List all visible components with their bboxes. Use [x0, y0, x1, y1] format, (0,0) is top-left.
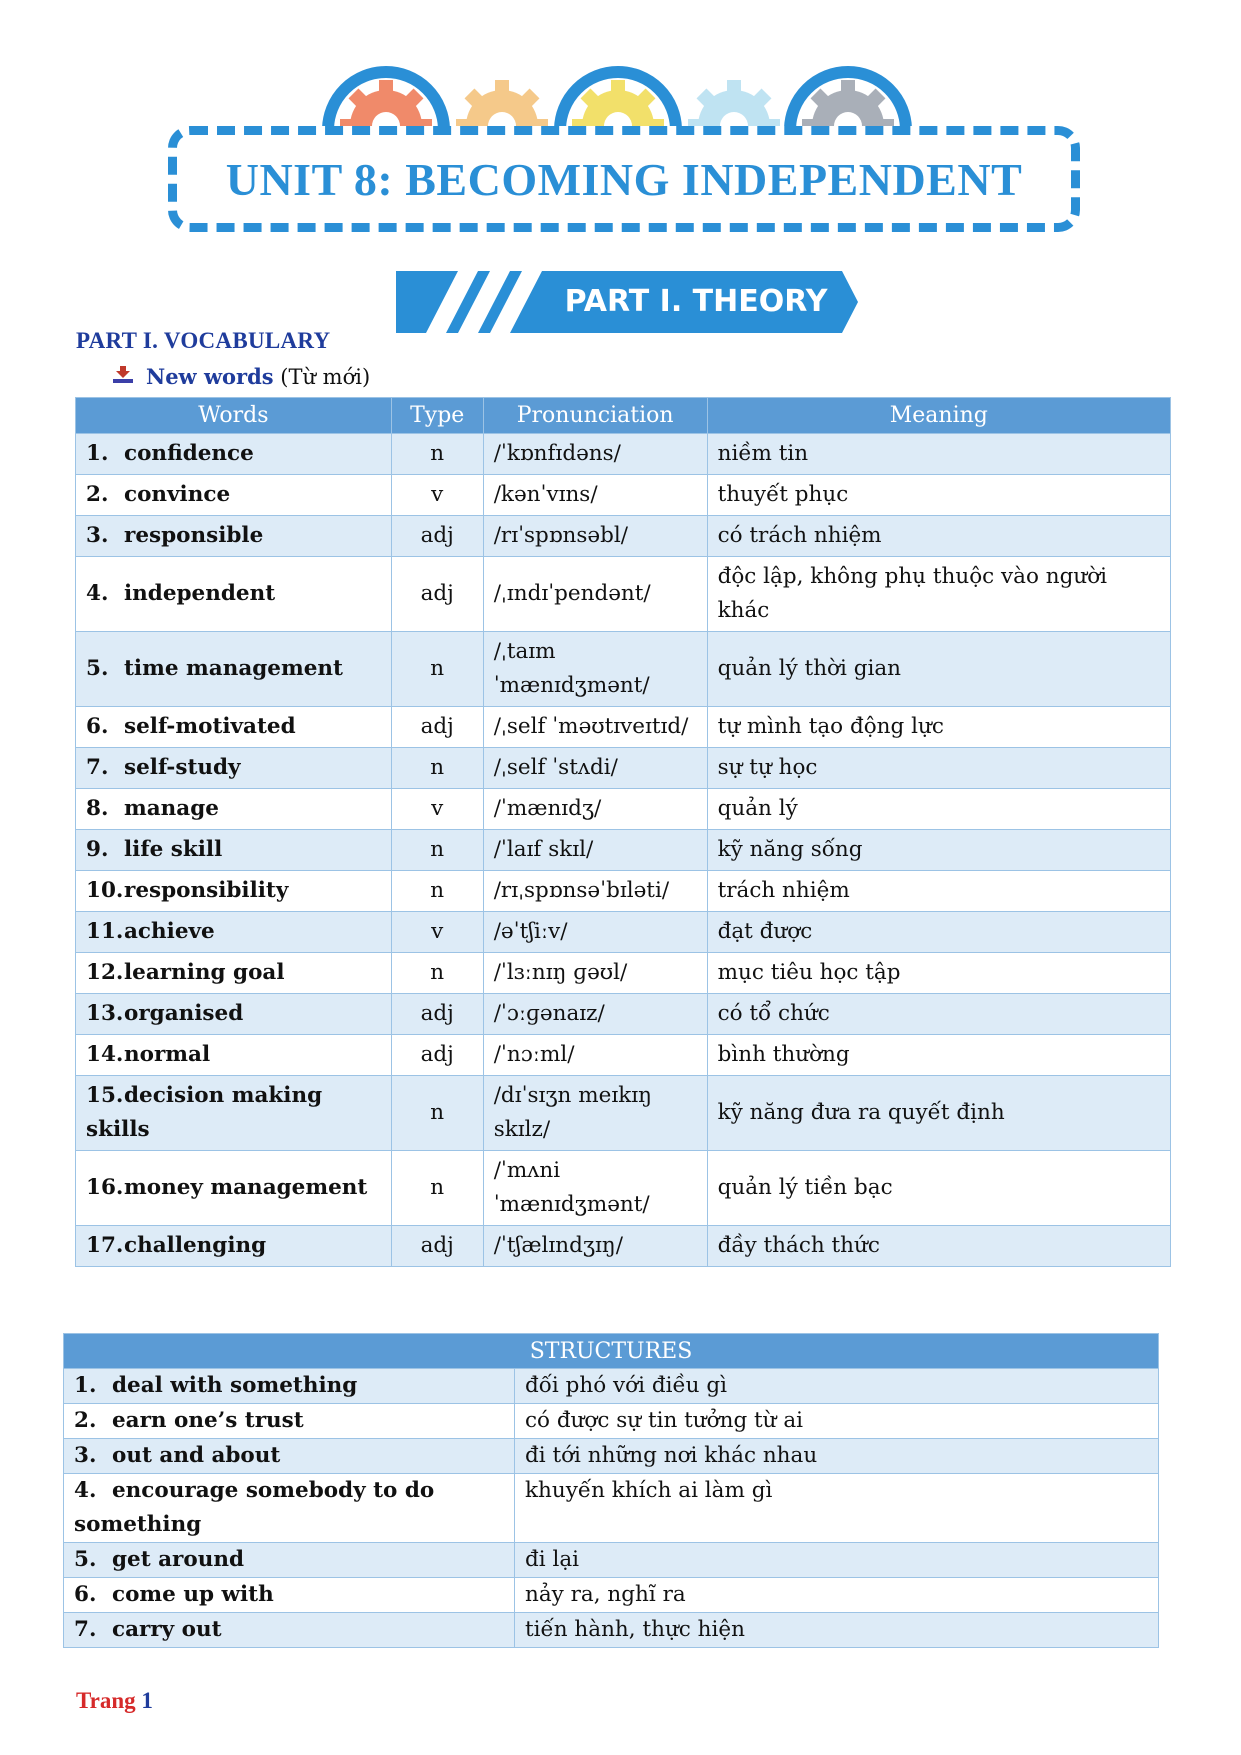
type-cell: v [391, 475, 483, 516]
phrase-meaning-cell: đi lại [515, 1543, 1159, 1578]
meaning-cell: trách nhiệm [707, 871, 1170, 912]
vocabulary-row [76, 1076, 1171, 1151]
word-text: learning goal [124, 960, 285, 985]
header-gears-decoration [0, 0, 1241, 140]
pronunciation-cell: /ˈtʃælɪndʒɪŋ/ [483, 1226, 707, 1267]
vocabulary-row [76, 1226, 1171, 1267]
phrase-meaning-cell: có được sự tin tưởng từ ai [515, 1404, 1159, 1439]
meaning-cell: sự tự học [707, 748, 1170, 789]
row-number: 3. [86, 523, 109, 548]
word-cell [76, 707, 392, 748]
type-cell: adj [391, 1226, 483, 1267]
word-cell [76, 830, 392, 871]
column-header-meaning: Meaning [707, 398, 1170, 434]
structure-row [64, 1578, 1159, 1613]
structure-row [64, 1543, 1159, 1578]
row-number: 1. [74, 1373, 97, 1398]
type-cell: v [391, 912, 483, 953]
meaning-cell: đầy thách thức [707, 1226, 1170, 1267]
pronunciation-cell: /ˈnɔːml/ [483, 1035, 707, 1076]
word-text: self-study [124, 755, 241, 780]
new-words-label: New words [146, 364, 274, 389]
word-cell [76, 871, 392, 912]
word-text: money management [124, 1175, 368, 1200]
row-number: 11. [86, 919, 124, 944]
meaning-cell: bình thường [707, 1035, 1170, 1076]
pronunciation-cell: /ˌɪndɪˈpendənt/ [483, 557, 707, 632]
phrase-cell [64, 1578, 515, 1613]
pronunciation-cell: /əˈtʃiːv/ [483, 912, 707, 953]
page-number: 1 [141, 1688, 153, 1713]
pronunciation-cell: /rɪˈspɒnsəbl/ [483, 516, 707, 557]
theory-banner [396, 271, 858, 333]
meaning-cell: kỹ năng sống [707, 830, 1170, 871]
row-number: 5. [74, 1547, 97, 1572]
word-text: organised [124, 1001, 244, 1026]
type-cell: n [391, 434, 483, 475]
vocabulary-row [76, 1151, 1171, 1226]
vocabulary-row [76, 557, 1171, 632]
meaning-cell: niềm tin [707, 434, 1170, 475]
row-number: 2. [74, 1408, 97, 1433]
phrase-meaning-cell: đi tới những nơi khác nhau [515, 1439, 1159, 1474]
row-number: 16. [86, 1175, 124, 1200]
word-text: manage [124, 796, 219, 821]
word-cell [76, 1076, 392, 1151]
vocabulary-row [76, 707, 1171, 748]
meaning-cell: độc lập, không phụ thuộc vào người khác [707, 557, 1170, 632]
meaning-cell: đạt được [707, 912, 1170, 953]
phrase-meaning-cell: đối phó với điều gì [515, 1369, 1159, 1404]
phrase-meaning-cell: nảy ra, nghĩ ra [515, 1578, 1159, 1613]
phrase-cell [64, 1404, 515, 1439]
column-header-type: Type [391, 398, 483, 434]
row-number: 2. [86, 482, 109, 507]
meaning-cell: có trách nhiệm [707, 516, 1170, 557]
structure-row [64, 1404, 1159, 1439]
new-words-note: (Từ mới) [273, 365, 371, 389]
structure-row [64, 1439, 1159, 1474]
row-number: 1. [86, 441, 109, 466]
phrase-cell [64, 1439, 515, 1474]
unit-title-box [168, 126, 1080, 232]
phrase-text: out and about [112, 1443, 281, 1468]
row-number: 13. [86, 1001, 124, 1026]
meaning-cell: thuyết phục [707, 475, 1170, 516]
vocabulary-row [76, 1035, 1171, 1076]
pronunciation-cell: /dɪˈsɪʒn meɪkɪŋ skɪlz/ [483, 1076, 707, 1151]
pronunciation-cell: /ˈlaɪf skɪl/ [483, 830, 707, 871]
type-cell: n [391, 871, 483, 912]
phrase-meaning-cell: khuyến khích ai làm gì [515, 1474, 1159, 1543]
word-cell [76, 953, 392, 994]
meaning-cell: mục tiêu học tập [707, 953, 1170, 994]
theory-label: PART I. THEORY [564, 284, 828, 319]
row-number: 6. [86, 714, 109, 739]
structures-heading: STRUCTURES [64, 1334, 1159, 1369]
meaning-cell: quản lý thời gian [707, 632, 1170, 707]
word-text: life skill [124, 837, 223, 862]
word-cell [76, 789, 392, 830]
word-cell [76, 434, 392, 475]
meaning-cell: kỹ năng đưa ra quyết định [707, 1076, 1170, 1151]
meaning-cell: có tổ chức [707, 994, 1170, 1035]
word-text: independent [124, 581, 276, 606]
word-cell [76, 912, 392, 953]
structure-row [64, 1613, 1159, 1648]
meaning-cell: tự mình tạo động lực [707, 707, 1170, 748]
word-cell [76, 994, 392, 1035]
vocabulary-row [76, 748, 1171, 789]
type-cell: n [391, 953, 483, 994]
type-cell: n [391, 632, 483, 707]
page-footer [76, 1688, 153, 1714]
vocabulary-row [76, 475, 1171, 516]
structures-table [63, 1333, 1159, 1648]
word-text: challenging [124, 1233, 267, 1258]
type-cell: adj [391, 707, 483, 748]
word-text: confidence [124, 441, 254, 466]
row-number: 9. [86, 837, 109, 862]
row-number: 7. [74, 1617, 97, 1642]
pronunciation-cell: /ˌself ˈməʊtɪveɪtɪd/ [483, 707, 707, 748]
phrase-cell [64, 1369, 515, 1404]
pronunciation-cell: /ˌself ˈstʌdi/ [483, 748, 707, 789]
vocabulary-heading: PART I. VOCABULARY [76, 328, 331, 353]
type-cell: n [391, 1151, 483, 1226]
pronunciation-cell: /ˈmænɪdʒ/ [483, 789, 707, 830]
row-number: 5. [86, 656, 109, 681]
row-number: 3. [74, 1443, 97, 1468]
structure-row [64, 1369, 1159, 1404]
column-header-words: Words [76, 398, 392, 434]
word-text: responsible [124, 523, 264, 548]
phrase-cell [64, 1613, 515, 1648]
type-cell: n [391, 748, 483, 789]
page-label: Trang [76, 1688, 136, 1713]
phrase-text: encourage somebody to do something [74, 1478, 435, 1537]
row-number: 10. [86, 878, 124, 903]
word-text: convince [124, 482, 231, 507]
vocabulary-row [76, 789, 1171, 830]
new-words-line [112, 364, 370, 391]
vocabulary-row [76, 871, 1171, 912]
pronunciation-cell: /ˈɔːɡənaɪz/ [483, 994, 707, 1035]
row-number: 4. [74, 1478, 97, 1503]
vocabulary-row [76, 830, 1171, 871]
word-cell [76, 557, 392, 632]
type-cell: v [391, 789, 483, 830]
row-number: 6. [74, 1582, 97, 1607]
word-cell [76, 516, 392, 557]
phrase-text: earn one’s trust [112, 1408, 304, 1433]
type-cell: adj [391, 557, 483, 632]
row-number: 12. [86, 960, 124, 985]
type-cell: adj [391, 994, 483, 1035]
column-header-pronunciation: Pronunciation [483, 398, 707, 434]
word-cell [76, 1226, 392, 1267]
phrase-text: come up with [112, 1582, 274, 1607]
word-cell [76, 475, 392, 516]
word-text: decision making skills [86, 1083, 323, 1142]
word-cell [76, 748, 392, 789]
type-cell: adj [391, 1035, 483, 1076]
row-number: 14. [86, 1042, 124, 1067]
vocabulary-row [76, 516, 1171, 557]
word-cell [76, 1035, 392, 1076]
vocabulary-header-row [76, 398, 1171, 434]
phrase-text: carry out [112, 1617, 222, 1642]
pronunciation-cell: /ˈlɜːnɪŋ ɡəʊl/ [483, 953, 707, 994]
vocabulary-row [76, 434, 1171, 475]
phrase-cell [64, 1474, 515, 1543]
phrase-cell [64, 1543, 515, 1578]
unit-title: UNIT 8: BECOMING INDEPENDENT [225, 153, 1023, 205]
word-cell [76, 1151, 392, 1226]
pronunciation-cell: /kənˈvɪns/ [483, 475, 707, 516]
row-number: 17. [86, 1233, 124, 1258]
vocabulary-row [76, 912, 1171, 953]
structures-header-row [64, 1334, 1159, 1369]
row-number: 15. [86, 1083, 124, 1108]
type-cell: adj [391, 516, 483, 557]
row-number: 8. [86, 796, 109, 821]
row-number: 4. [86, 581, 109, 606]
structure-row [64, 1474, 1159, 1543]
pronunciation-cell: /ˈkɒnfɪdəns/ [483, 434, 707, 475]
word-text: time management [124, 656, 343, 681]
vocabulary-table [75, 397, 1171, 1267]
type-cell: n [391, 1076, 483, 1151]
phrase-text: deal with something [112, 1373, 358, 1398]
meaning-cell: quản lý [707, 789, 1170, 830]
pronunciation-cell: /rɪˌspɒnsəˈbɪləti/ [483, 871, 707, 912]
phrase-meaning-cell: tiến hành, thực hiện [515, 1613, 1159, 1648]
vocabulary-row [76, 994, 1171, 1035]
word-cell [76, 632, 392, 707]
vocabulary-row [76, 632, 1171, 707]
pronunciation-cell: /ˈmʌni ˈmænɪdʒmənt/ [483, 1151, 707, 1226]
type-cell: n [391, 830, 483, 871]
word-text: achieve [124, 919, 215, 944]
word-text: responsibility [124, 878, 289, 903]
word-text: self-motivated [124, 714, 296, 739]
meaning-cell: quản lý tiền bạc [707, 1151, 1170, 1226]
word-text: normal [124, 1042, 211, 1067]
row-number: 7. [86, 755, 109, 780]
vocabulary-row [76, 953, 1171, 994]
pronunciation-cell: /ˌtaɪm ˈmænɪdʒmənt/ [483, 632, 707, 707]
phrase-text: get around [112, 1547, 245, 1572]
down-arrow-bullet-icon [112, 366, 134, 391]
